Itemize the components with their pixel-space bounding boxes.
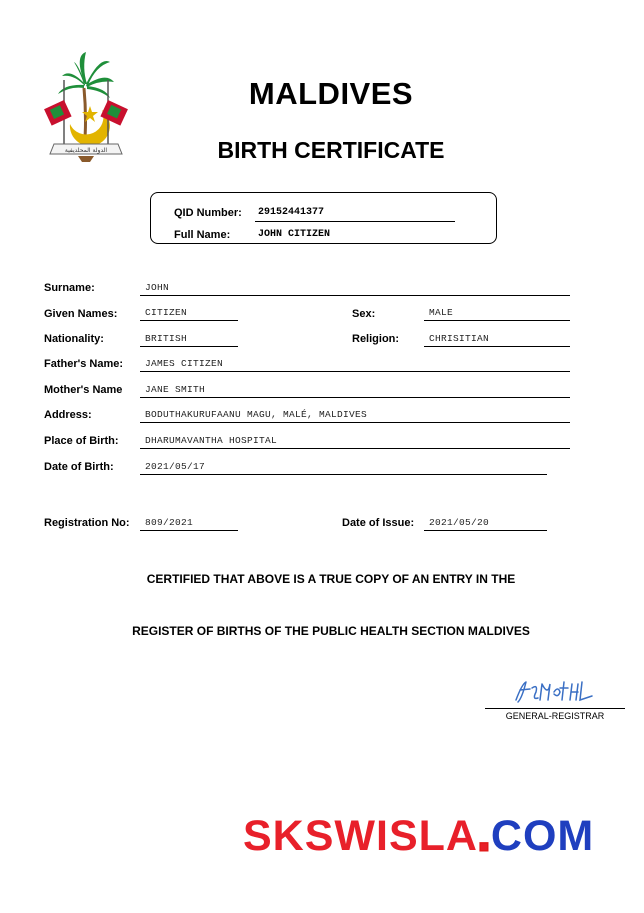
father-name-value: JAMES CITIZEN (140, 358, 570, 372)
date-of-birth-value: 2021/05/17 (140, 461, 547, 475)
certification-line-2: REGISTER OF BIRTHS OF THE PUBLIC HEALTH SECTION MALDIVES (132, 624, 530, 638)
emblem-ribbon-text: الدولة المحلديفية (64, 147, 108, 154)
nationality-label: Nationality: (44, 333, 104, 345)
mother-name-value: JANE SMITH (140, 384, 570, 398)
date-of-birth-label: Date of Birth: (44, 461, 114, 473)
qid-value: 29152441377 (255, 207, 455, 222)
date-of-issue-label: Date of Issue: (342, 517, 415, 529)
watermark-dot: . (477, 812, 491, 860)
registration-no-value: 809/2021 (140, 517, 238, 531)
surname-value: JOHN (140, 282, 570, 296)
given-names-value: CITIZEN (140, 307, 238, 321)
father-name-label: Father's Name: (44, 358, 124, 370)
date-of-issue-value: 2021/05/20 (424, 517, 547, 531)
watermark-part-1: SKSWISLA (243, 812, 478, 860)
full-name-value: JOHN CITIZEN (258, 229, 331, 240)
watermark-part-2: COM (490, 812, 595, 860)
religion-value: CHRISITIAN (424, 333, 570, 347)
signature-title: GENERAL-REGISTRAR (505, 711, 605, 721)
watermark (243, 812, 594, 861)
address-label: Address: (44, 409, 92, 421)
place-of-birth-value: DHARUMAVANTHA HOSPITAL (140, 435, 570, 449)
sex-label: Sex: (352, 308, 376, 320)
address-value: BODUTHAKURUFAANU MAGU, MALÉ, MALDIVES (140, 409, 570, 423)
mother-name-label: Mother's Name (44, 384, 123, 396)
sex-value: MALE (424, 307, 570, 321)
nationality-value: BRITISH (140, 333, 238, 347)
surname-label: Surname: (44, 282, 95, 294)
signature-line (485, 708, 625, 709)
signature-icon (512, 676, 596, 706)
place-of-birth-label: Place of Birth: (44, 435, 119, 447)
certification-line-1: CERTIFIED THAT ABOVE IS A TRUE COPY OF AN ENTRY IN THE (146, 572, 516, 586)
country-title: MALDIVES (248, 76, 414, 111)
full-name-label: Full Name: (174, 229, 231, 241)
given-names-label: Given Names: (44, 308, 118, 320)
registration-no-label: Registration No: (44, 517, 130, 529)
qid-label: QID Number: (174, 207, 242, 219)
religion-label: Religion: (352, 333, 400, 345)
document-title: BIRTH CERTIFICATE (217, 137, 445, 163)
